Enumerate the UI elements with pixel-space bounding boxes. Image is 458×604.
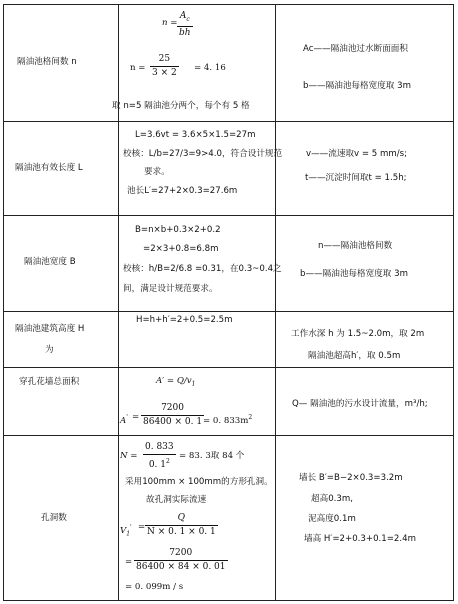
formula-part: A (120, 415, 127, 426)
numerator: 25 (158, 54, 171, 64)
denominator: N × 0. 1 × 0. 1 (147, 527, 216, 537)
formula-part: = 0. 833m (203, 415, 249, 426)
row-label-cont: 为 (45, 345, 54, 355)
row-divider (3, 121, 454, 122)
fraction (150, 54, 179, 79)
formula-text: B=n×b+0.3×2+0.2 (135, 225, 221, 235)
row-label: 孔洞数 (41, 513, 67, 523)
superscript: ' (130, 524, 132, 531)
note: 泥高度0.1m (308, 514, 356, 524)
row-label: 穿孔花墙总面积 (19, 377, 80, 387)
note: 墙长 B′=B−2×0.3=3.2m (299, 473, 403, 483)
superscript: 2 (248, 414, 253, 421)
formula-text: =2×3+0.8=6.8m (143, 244, 219, 254)
fraction (134, 548, 228, 573)
formula-eq: = (132, 412, 140, 422)
design-table (3, 4, 454, 601)
formula-rhs: = 83. 3取 84 个 (179, 451, 245, 461)
col-divider (118, 4, 119, 601)
formula-part: A′ = Q/v (156, 376, 192, 386)
formula-text: 间，满足设计规范要求。 (123, 284, 218, 294)
denominator: 0. 1 (148, 460, 166, 470)
formula-eq: = (125, 557, 133, 567)
note: 墙高 H′=2+0.3+0.1=2.4m (304, 534, 416, 544)
subscript: 1 (126, 530, 131, 538)
formula-text: 校核：h/B=2/6.8 =0.31，在0.3~0.4之 (123, 264, 282, 274)
formula-text: 故孔洞实际流速 (146, 495, 207, 505)
denominator: 86400 × 84 × 0. 01 (136, 562, 226, 572)
row-label: 隔油池有效长度 L (15, 163, 83, 173)
fraction (177, 11, 193, 39)
row-label: 隔油池宽度 B (24, 257, 76, 267)
denominator: 86400 × 0. 1 (143, 417, 203, 427)
row-divider (3, 215, 454, 216)
denominator: 3 × 2 (152, 68, 177, 78)
formula-text: 要求。 (144, 167, 170, 177)
numerator: 7200 (169, 548, 193, 558)
numerator: 0. 833 (145, 442, 174, 452)
formula-lhs: n = (130, 63, 146, 73)
fraction (141, 403, 204, 428)
formula-eq: = (138, 522, 146, 532)
formula-text: 池长L′=27+2×0.3=27.6m (127, 186, 238, 196)
formula-text: L=3.6vt = 3.6×5×1.5=27m (135, 130, 256, 140)
fraction (143, 442, 176, 471)
row-label: 隔油池建筑高度 H (15, 324, 85, 334)
row-divider (3, 435, 454, 436)
table-border-left (3, 4, 4, 601)
formula-lhs: n = (162, 18, 178, 28)
formula-text (156, 376, 195, 390)
table-border-top (3, 4, 454, 5)
note: v——流速取v = 5 mm/s; (306, 149, 408, 159)
superscript: 2 (166, 458, 170, 465)
row-divider (3, 311, 454, 312)
note: Ac——隔油池过水断面面积 (303, 44, 408, 54)
formula-lhs: N = (120, 451, 138, 461)
note: 超高0.3m, (311, 494, 353, 504)
formula-lhs (120, 412, 128, 427)
subscript: 1 (191, 380, 196, 388)
numerator: Q (177, 513, 186, 523)
note: b——隔油池每格宽度取 3m (300, 269, 408, 279)
formula-text: 采用100mm × 100mm的方形孔洞。 (125, 477, 273, 487)
formula-text: = 0. 099m / s (125, 582, 184, 592)
note: b——隔油池每格宽度取 3m (303, 81, 411, 91)
superscript: ' (126, 414, 128, 421)
formula-text: H=h+h′=2+0.5=2.5m (136, 315, 233, 325)
row-label: 隔油池格间数 n (17, 57, 77, 67)
note: n——隔油池格间数 (318, 241, 393, 251)
formula-lhs (120, 522, 132, 540)
numerator: 7200 (161, 403, 184, 413)
formula-rhs (203, 412, 252, 427)
fraction (145, 513, 218, 538)
note: t——沉淀时间取t = 1.5h; (305, 173, 407, 183)
note: 隔油池超高h′，取 0.5m (308, 351, 401, 361)
numerator: A (179, 11, 187, 21)
denominator: bh (179, 27, 191, 38)
note: Q— 隔油池的污水设计流量，m³/h; (292, 399, 428, 409)
table-border-bottom (3, 600, 454, 601)
table-border-right (453, 4, 454, 601)
formula-text: 取 n=5 隔油池分两个，每个有 5 格 (112, 101, 250, 111)
formula-text: 校核：L/b=27/3=9>4.0，符合设计规范 (123, 149, 283, 159)
formula-rhs: = 4. 16 (194, 63, 226, 73)
subscript: c (186, 15, 190, 23)
col-divider (275, 4, 276, 601)
formula-part: V (120, 525, 127, 536)
note: 工作水深 h 为 1.5~2.0m，取 2m (291, 329, 425, 339)
row-divider (3, 367, 454, 368)
